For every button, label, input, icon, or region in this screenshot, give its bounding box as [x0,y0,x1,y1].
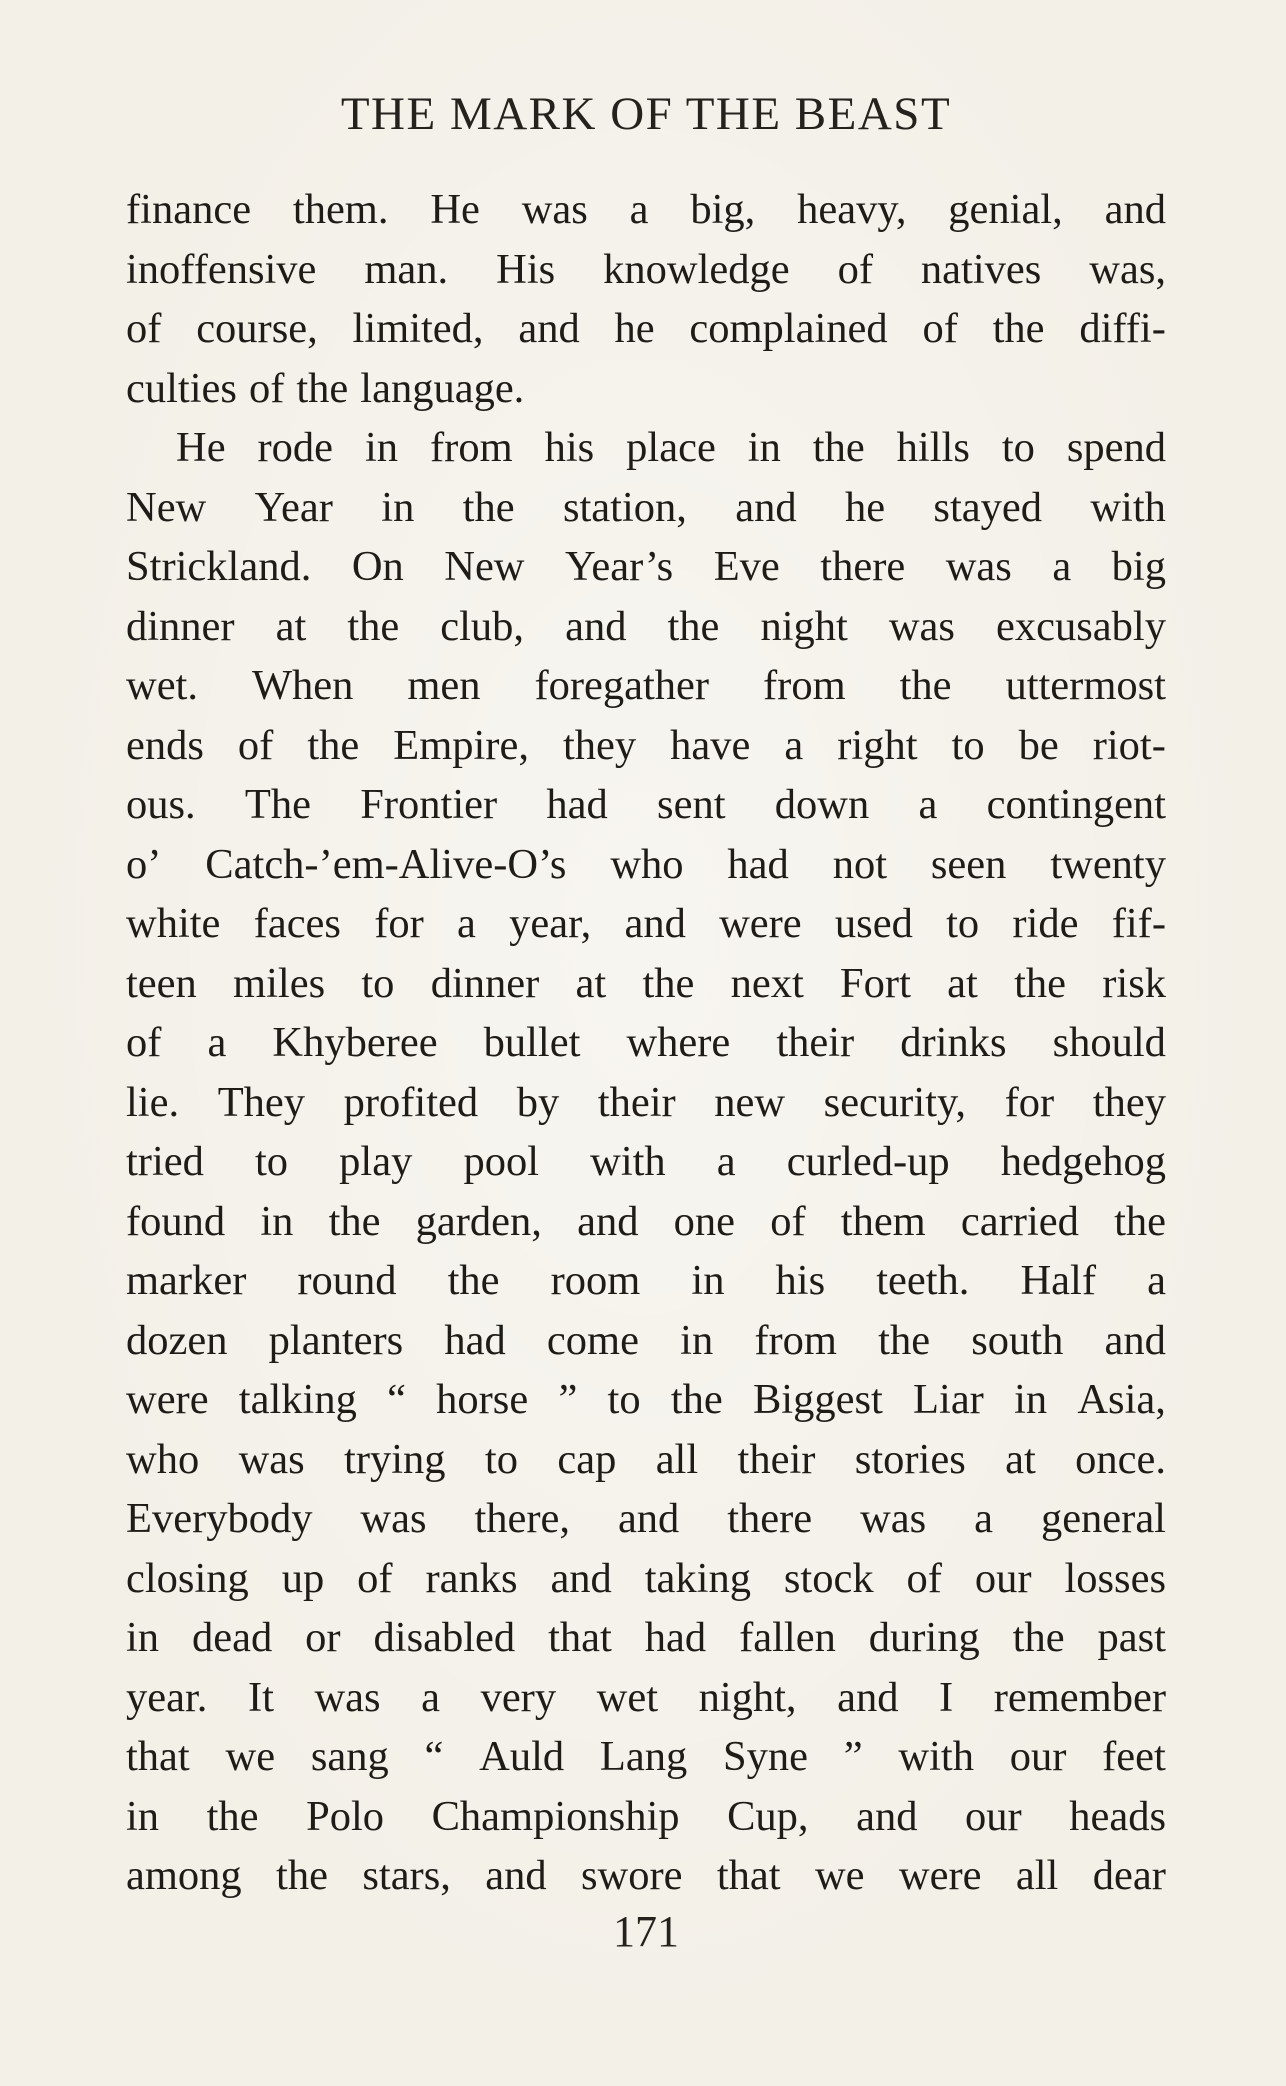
text-line: wet. When men foregather from the uttermost [126,662,1166,709]
text-line: year. It was a very wet night, and I remember [126,1673,1166,1721]
text-line: in the Polo Championship Cup, and our heads [126,1792,1166,1840]
text-line: finance them. He was a big, heavy, genial, and [126,186,1166,233]
text-line: o’ Catch-’em-Alive-O’s who had not seen twenty [126,840,1166,888]
text-line: marker round the room in his teeth. Half a [126,1257,1166,1304]
text-line: ends of the Empire, they have a right to be riot- [126,721,1166,769]
text-line: dozen planters had come in from the south and [126,1316,1166,1364]
text-line: among the stars, and swore that we were all dear [126,1852,1166,1899]
text-line: in dead or disabled that had fallen during the past [126,1614,1166,1661]
text-line: found in the garden, and one of them carried the [126,1197,1166,1245]
text-line: He rode in from his place in the hills to spend [176,424,1166,471]
text-line: who was trying to cap all their stories at once. [126,1435,1166,1483]
text-line: were talking “ horse ” to the Biggest Liar in Asia, [126,1376,1166,1423]
text-line: that we sang “ Auld Lang Syne ” with our feet [126,1733,1166,1780]
text-line: of course, limited, and he complained of the diffi- [126,305,1166,352]
text-line: tried to play pool with a curled-up hedgehog [126,1138,1166,1185]
text-line: lie. They profited by their new security, for they [126,1078,1166,1126]
text-line: dinner at the club, and the night was excusably [126,602,1166,650]
text-line: culties of the language. [126,364,525,412]
text-line: of a Khyberee bullet where their drinks should [126,1019,1166,1066]
text-line: inoffensive man. His knowledge of natives was, [126,245,1166,293]
text-line: white faces for a year, and were used to ride fif- [126,900,1166,947]
text-line: New Year in the station, and he stayed with [126,483,1166,531]
text-line: closing up of ranks and taking stock of our losses [126,1554,1166,1602]
page-number: 171 [613,1907,679,1956]
body-text [126,180,1166,1906]
text-line: Strickland. On New Year’s Eve there was a big [126,543,1166,590]
text-line: ous. The Frontier had sent down a contingent [126,781,1166,828]
text-line: teen miles to dinner at the next Fort at the risk [126,959,1166,1007]
text-line: Everybody was there, and there was a general [126,1495,1166,1542]
running-head-title: THE MARK OF THE BEAST [340,88,952,140]
